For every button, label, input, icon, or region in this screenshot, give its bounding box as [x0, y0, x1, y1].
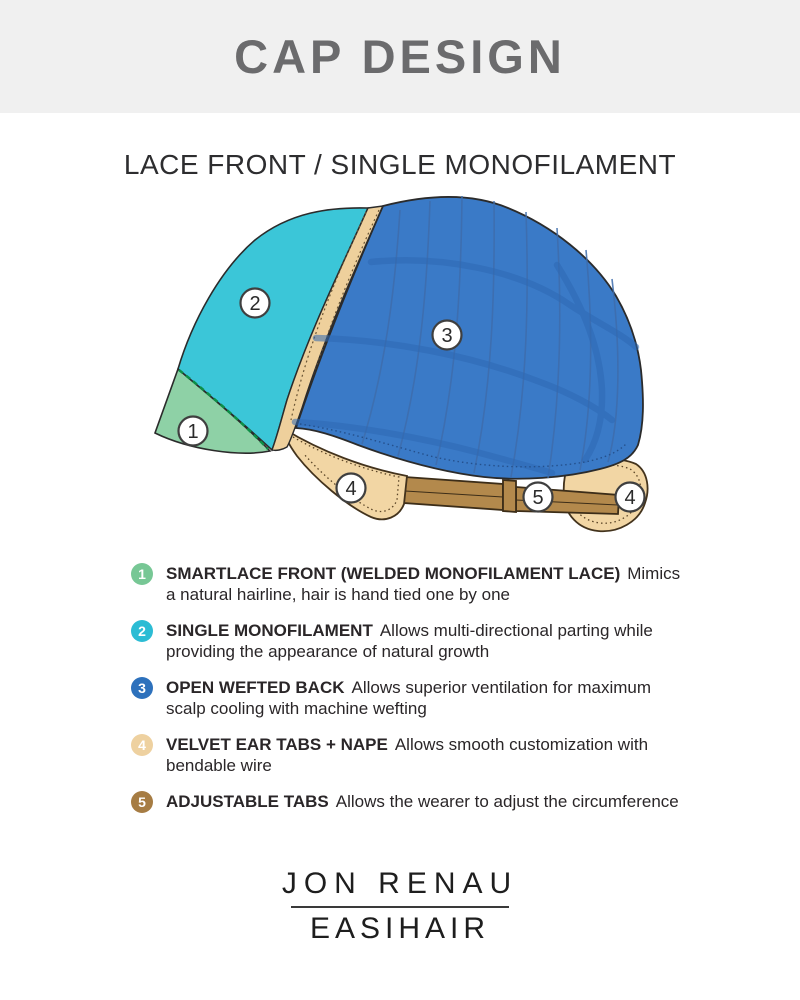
legend-badge-3: 3 [131, 677, 153, 699]
svg-text:1: 1 [187, 421, 199, 443]
page-title: CAP DESIGN [234, 30, 566, 83]
marker-adjustable-tab [524, 483, 553, 512]
brand-logo [0, 867, 800, 946]
legend-badge-1: 1 [131, 563, 153, 585]
strap-buckle [503, 480, 516, 512]
svg-text:4: 4 [345, 478, 357, 500]
legend-description: Allows superior ventilation for maximum scalp cooling with machine wefting [166, 678, 651, 718]
legend-badge-5: 5 [131, 791, 153, 813]
svg-text:4: 4 [624, 487, 636, 509]
legend-item-single-monofilament [131, 620, 683, 662]
legend-item-open-wefted-back [131, 677, 683, 719]
logo-divider [291, 906, 509, 908]
marker-smartlace-front [179, 417, 208, 446]
svg-text:5: 5 [532, 487, 544, 509]
cap-style-subtitle: LACE FRONT / SINGLE MONOFILAMENT [123, 149, 677, 180]
legend-description: Mimics a natural hairline, hair is hand tied one by one [166, 564, 681, 604]
legend-item-smartlace-front [131, 563, 683, 605]
legend-item-velvet-ear-tabs [131, 734, 683, 776]
legend-heading: SMARTLACE FRONT (WELDED MONOFILAMENT LACE) [166, 564, 621, 583]
brand-name: JON RENAU [281, 867, 519, 900]
legend-description: Allows the wearer to adjust the circumference [335, 792, 679, 811]
legend-heading: OPEN WEFTED BACK [166, 678, 345, 697]
legend-description: Allows smooth customization with bendable wire [166, 735, 649, 775]
legend-heading: VELVET EAR TABS + NAPE [166, 735, 388, 754]
sub-brand-name: EASIHAIR [309, 912, 491, 945]
header-bar [0, 0, 800, 113]
legend-heading: SINGLE MONOFILAMENT [166, 621, 373, 640]
svg-text:3: 3 [441, 325, 453, 347]
legend-badge-4: 4 [131, 734, 153, 756]
legend-badge-2: 2 [131, 620, 153, 642]
marker-nape-tab [616, 483, 645, 512]
marker-ear-tab [337, 474, 366, 503]
legend-heading: ADJUSTABLE TABS [166, 792, 329, 811]
legend-description: Allows multi-directional parting while providing the appearance of natural growth [166, 621, 653, 661]
legend-item-adjustable-tabs [131, 791, 683, 813]
legend [131, 563, 683, 828]
svg-text:2: 2 [249, 293, 261, 315]
marker-open-wefted-back [433, 321, 462, 350]
cap-diagram [130, 190, 690, 550]
marker-single-monofilament [241, 289, 270, 318]
